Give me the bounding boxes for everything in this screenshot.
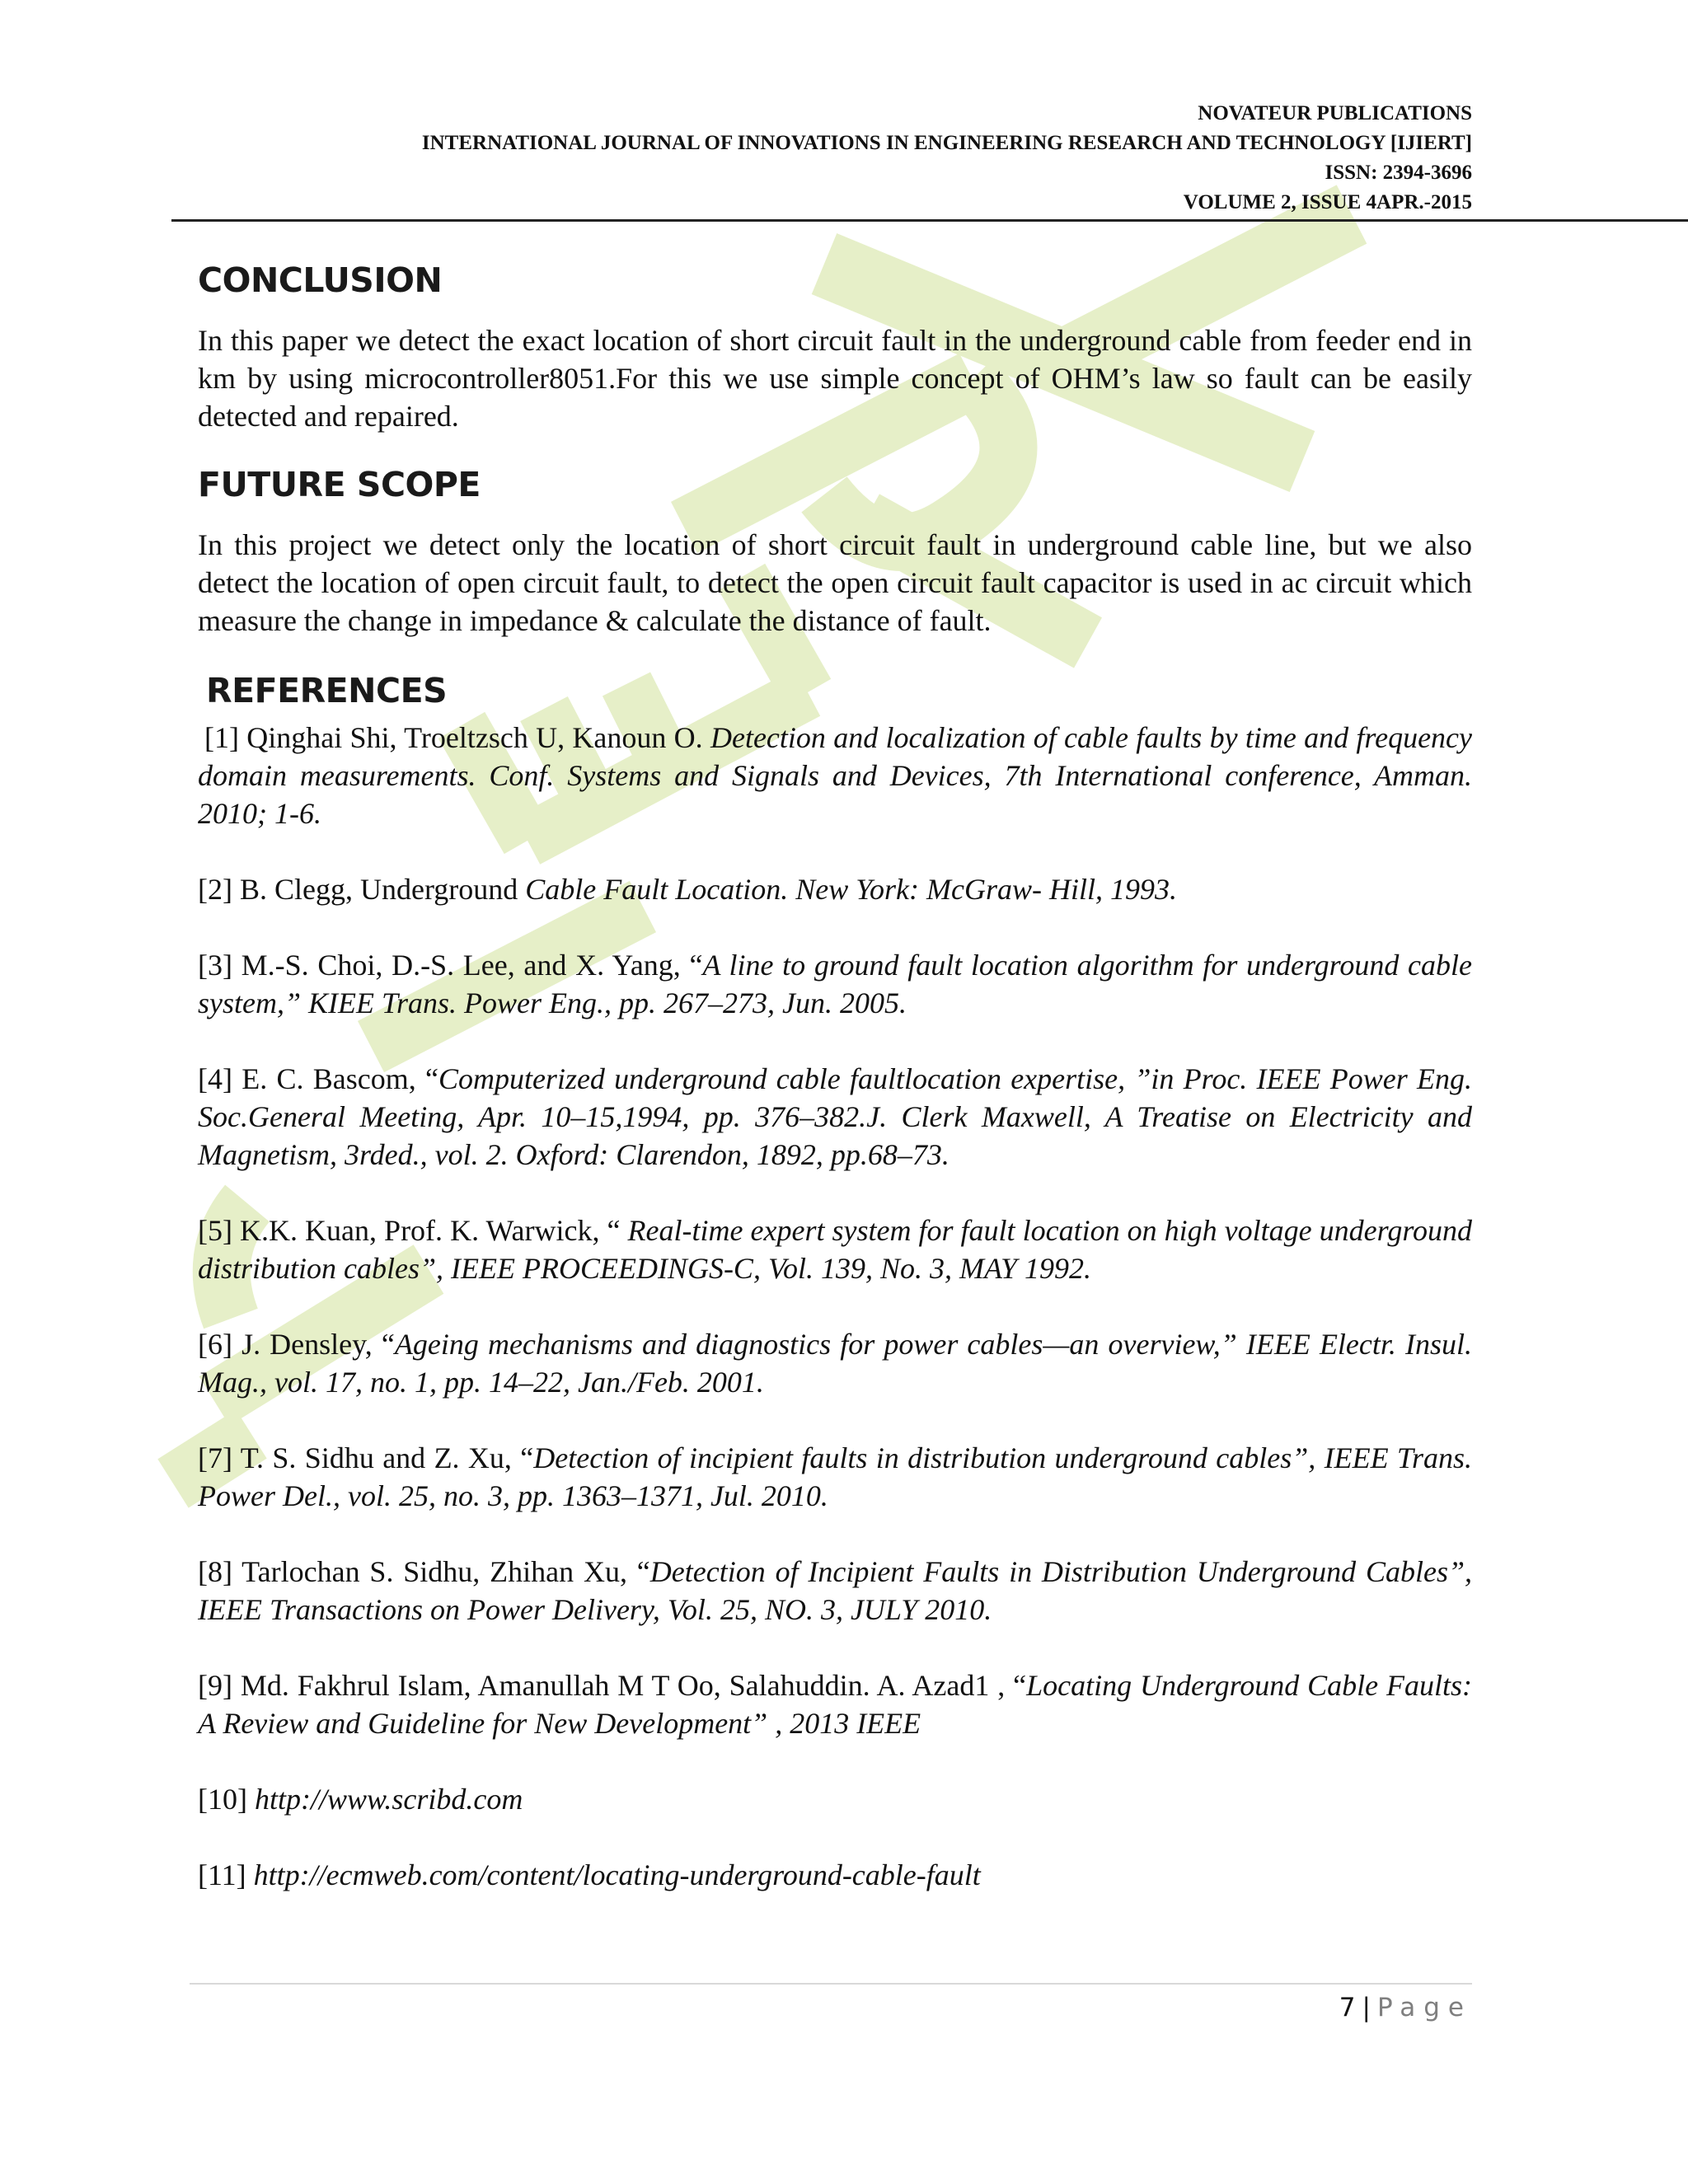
- reference-link[interactable]: http://www.scribd.com: [254, 1783, 523, 1816]
- reference-authors: [4] E. C. Bascom, “: [198, 1062, 438, 1095]
- reference-item: [198, 1856, 1472, 1894]
- footer-separator: |: [1362, 1993, 1371, 2022]
- journal-header: [422, 99, 1472, 218]
- reference-authors: [9] Md. Fakhrul Islam, Amanullah M T Oo, Salahuddin. A. Azad1 , “: [198, 1669, 1027, 1702]
- reference-citation: A line to ground fault location algorithm for underground cable system,” KIEE Trans. Power Eng., pp. 267–273, Jun. 2005.: [198, 949, 1472, 1019]
- reference-item: [198, 1439, 1472, 1515]
- page-body: [198, 247, 1472, 1894]
- header-divider: [171, 219, 1688, 222]
- reference-list: [198, 719, 1472, 1894]
- reference-citation: Detection and localization of cable faults by time and frequency domain measurements. Conf. Systems and Signals and Devices, 7th International conference, Amman. 2010; 1-6.: [198, 721, 1472, 830]
- reference-authors: [3] M.-S. Choi, D.-S. Lee, and X. Yang, “: [198, 949, 703, 982]
- reference-citation: Detection of incipient faults in distribution underground cables”, IEEE Trans. Power Del., vol. 25, no. 3, pp. 1363–1371, Jul. 2010.: [198, 1441, 1472, 1512]
- references-heading: REFERENCES: [206, 671, 448, 710]
- reference-item: [198, 870, 1472, 908]
- reference-authors: [11]: [198, 1858, 254, 1891]
- reference-citation: Cable Fault Location. New York: McGraw- Hill, 1993.: [525, 873, 1177, 906]
- reference-authors: [1] Qinghai Shi, Troeltzsch U, Kanoun O.: [204, 721, 710, 754]
- reference-authors: [5] K.K. Kuan, Prof. K. Warwick, “: [198, 1214, 628, 1247]
- reference-item: [198, 1212, 1472, 1287]
- journal-title: INTERNATIONAL JOURNAL OF INNOVATIONS IN ENGINEERING RESEARCH AND TECHNOLOGY [IJIERT]: [421, 132, 1472, 154]
- conclusion-heading: CONCLUSION: [198, 260, 443, 300]
- reference-authors: [2] B. Clegg, Underground: [198, 873, 526, 906]
- reference-citation: Locating Underground Cable Faults: A Review and Guideline for New Development” , 2013 IEEE: [198, 1669, 1472, 1740]
- reference-citation: Computerized underground cable faultlocation expertise, ”in Proc. IEEE Power Eng. Soc.General Meeting, Apr. 10–15,1994, pp. 376–382.J. Clerk Maxwell, A Treatise on Electricity and Magnetism, 3rded., vol. 2. Oxford: Clarendon, 1892, pp.68–73.: [198, 1062, 1472, 1171]
- reference-citation: Ageing mechanisms and diagnostics for power cables—an overview,” IEEE Electr. Insul. Mag., vol. 17, no. 1, pp. 14–22, Jan./Feb. 2001.: [198, 1328, 1473, 1399]
- reference-item: [198, 946, 1472, 1022]
- reference-item: [198, 1060, 1472, 1174]
- page-label: Page: [1376, 1993, 1472, 2022]
- reference-authors: [8] Tarlochan S. Sidhu, Zhihan Xu, “: [198, 1555, 650, 1588]
- reference-item: [198, 1553, 1472, 1629]
- issn-line: ISSN: 2394-3696: [1325, 162, 1472, 184]
- reference-item: [198, 1666, 1472, 1742]
- reference-citation: Real-time expert system for fault location on high voltage underground distribution cables”, IEEE PROCEEDINGS-C, Vol. 139, No. 3, MAY 1992.: [198, 1214, 1472, 1285]
- reference-authors: [7] T. S. Sidhu and Z. Xu, “: [198, 1441, 534, 1474]
- reference-authors: [10]: [198, 1783, 255, 1816]
- volume-line: VOLUME 2, ISSUE 4APR.-2015: [1183, 191, 1472, 213]
- page-footer: [1339, 1990, 1472, 2026]
- publisher-name: NOVATEUR PUBLICATIONS: [1198, 102, 1472, 124]
- future-scope-heading: FUTURE SCOPE: [198, 465, 481, 504]
- reference-link[interactable]: http://ecmweb.com/content/locating-underground-cable-fault: [253, 1858, 981, 1891]
- conclusion-paragraph: In this paper we detect the exact location of short circuit fault in the underground cable from feeder end in km by using microcontroller8051.For this we use simple concept of OHM’s law so fault can be easily detected and repaired.: [198, 324, 1472, 433]
- reference-authors: [6] J. Densley, “: [198, 1328, 395, 1361]
- reference-item: [198, 1780, 1472, 1818]
- footer-divider: [190, 1983, 1472, 1985]
- reference-item: [198, 719, 1472, 832]
- reference-item: [198, 1325, 1472, 1401]
- future-scope-paragraph: In this project we detect only the location of short circuit fault in underground cable line, but we also detect the location of open circuit fault, to detect the open circuit fault capacitor is used in ac circuit which measure the change in impedance & calculate the distance of fault.: [198, 528, 1472, 637]
- reference-citation: Detection of Incipient Faults in Distribution Underground Cables”, IEEE Transactions on Power Delivery, Vol. 25, NO. 3, JULY 2010.: [198, 1555, 1472, 1626]
- page-number: 7: [1339, 1993, 1356, 2022]
